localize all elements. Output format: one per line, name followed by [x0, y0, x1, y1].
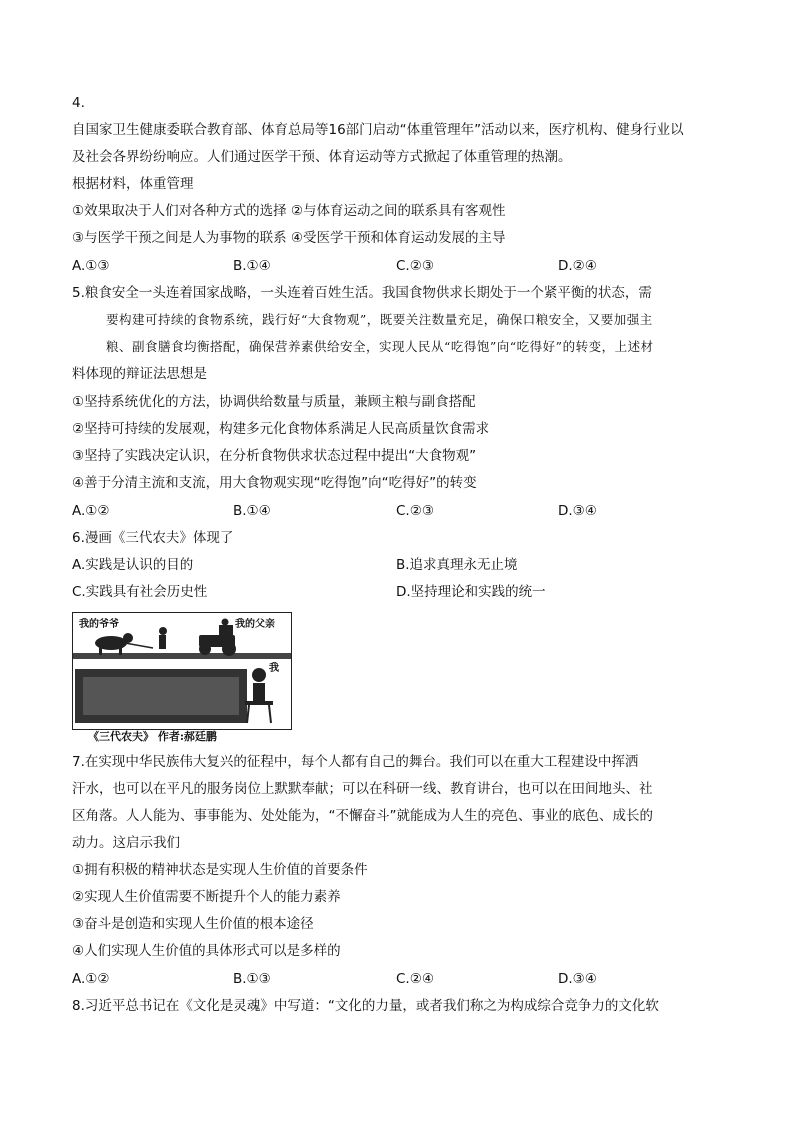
q7-option-c: C.②④ — [396, 971, 434, 987]
q7-text-line4: 动力。这启示我们 — [72, 835, 180, 851]
q4-number: 4. — [72, 95, 85, 111]
q7-statement-2: ②实现人生价值需要不断提升个人的能力素养 — [72, 889, 341, 905]
q4-option-a: A.①③ — [72, 258, 110, 274]
q7-option-a: A.①② — [72, 971, 110, 987]
q7-statement-4: ④人们实现人生价值的具体形式可以是多样的 — [72, 943, 341, 959]
q5-text-line3: 粮、副食膳食均衡搭配，确保营养素供给安全，实现人民从“吃得饱”向“吃得好”的转变，上述材 — [106, 339, 654, 354]
q5-option-a: A.①② — [72, 503, 110, 519]
q7-text-line1: 7.在实现中华民族伟大复兴的征程中，每个人都有自己的舞台。我们可以在重大工程建设中挥洒 — [72, 754, 639, 770]
q8-text-line1: 8.习近平总书记在《文化是灵魂》中写道：“文化的力量，或者我们称之为构成综合竞争力的文化软 — [72, 998, 659, 1014]
ox-plough-icon — [95, 627, 167, 655]
q5-statement-2: ②坚持可持续的发展观，构建多元化食物体系满足人民高质量饮食需求 — [72, 421, 490, 437]
cartoon-caption: 《三代农夫》 作者:郝廷鹏 — [88, 730, 217, 743]
q5-text-line2: 要构建可持续的食物系统，践行好“大食物观”，既要关注数量充足，确保口粮安全，又要加强主 — [106, 312, 653, 327]
q5-statement-3: ③坚持了实践决定认识，在分析食物供求状态过程中提出“大食物观” — [72, 448, 477, 464]
q7-text-line2: 汗水，也可以在平凡的服务岗位上默默奉献；可以在科研一线、教育讲台，也可以在田间地头、社 — [72, 781, 653, 797]
q6-option-d: D.坚持理论和实践的统一 — [396, 584, 546, 600]
q4-option-b: B.①④ — [233, 258, 271, 274]
label-father: 我的父亲 — [235, 619, 275, 630]
q7-statement-1: ①拥有积极的精神状态是实现人生价值的首要条件 — [72, 862, 368, 878]
q4-statement-2: ③与医学干预之间是人为事物的联系 ④受医学干预和体育运动发展的主导 — [72, 230, 506, 246]
q6-option-c: C.实践具有社会历史性 — [72, 584, 208, 600]
q4-option-d: D.②④ — [558, 258, 597, 274]
q4-option-c: C.②③ — [396, 258, 434, 274]
q7-option-d: D.③④ — [558, 971, 597, 987]
q4-stem: 根据材料，体重管理 — [72, 176, 194, 192]
q6-stem: 6.漫画《三代农夫》体现了 — [72, 530, 234, 546]
q6-option-b: B.追求真理永无止境 — [396, 557, 518, 573]
label-grandpa: 我的爷爷 — [79, 619, 119, 630]
tractor-icon — [199, 619, 236, 657]
q7-option-b: B.①③ — [233, 971, 271, 987]
q5-option-c: C.②③ — [396, 503, 434, 519]
q4-statement-1: ①效果取决于人们对各种方式的选择 ②与体育运动之间的联系具有客观性 — [72, 203, 506, 219]
q5-option-d: D.③④ — [558, 503, 597, 519]
q5-text-line4: 料体现的辩证法思想是 — [72, 366, 207, 382]
label-me: 我 — [269, 663, 279, 674]
q5-statement-1: ①坚持系统优化的方法，协调供给数量与质量，兼顾主粮与副食搭配 — [72, 394, 476, 410]
q6-option-a: A.实践是认识的目的 — [72, 557, 194, 573]
q5-statement-4: ④善于分清主流和支流，用大食物观实现“吃得饱”向“吃得好”的转变 — [72, 475, 477, 491]
three-generations-cartoon — [72, 612, 292, 730]
q4-text-line1: 自国家卫生健康委联合教育部、体育总局等16部门启动“体重管理年”活动以来，医疗机构、健身行业以 — [72, 122, 684, 138]
q7-statement-3: ③奋斗是创造和实现人生价值的根本途径 — [72, 916, 314, 932]
q4-text-line2: 及社会各界纷纷响应。人们通过医学干预、体育运动等方式掀起了体重管理的热潮。 — [72, 149, 572, 165]
q7-text-line3: 区角落。人人能为、事事能为、处处能为，“不懈奋斗”就能成为人生的亮色、事业的底色、成长的 — [72, 808, 653, 824]
cartoon-illustration — [73, 613, 291, 729]
q5-option-b: B.①④ — [233, 503, 271, 519]
person-in-chair-icon — [245, 668, 273, 723]
q5-text-line1: 5.粮食安全一头连着国家战略，一头连着百姓生活。我国食物供求长期处于一个紧平衡的状态，需 — [72, 285, 652, 301]
